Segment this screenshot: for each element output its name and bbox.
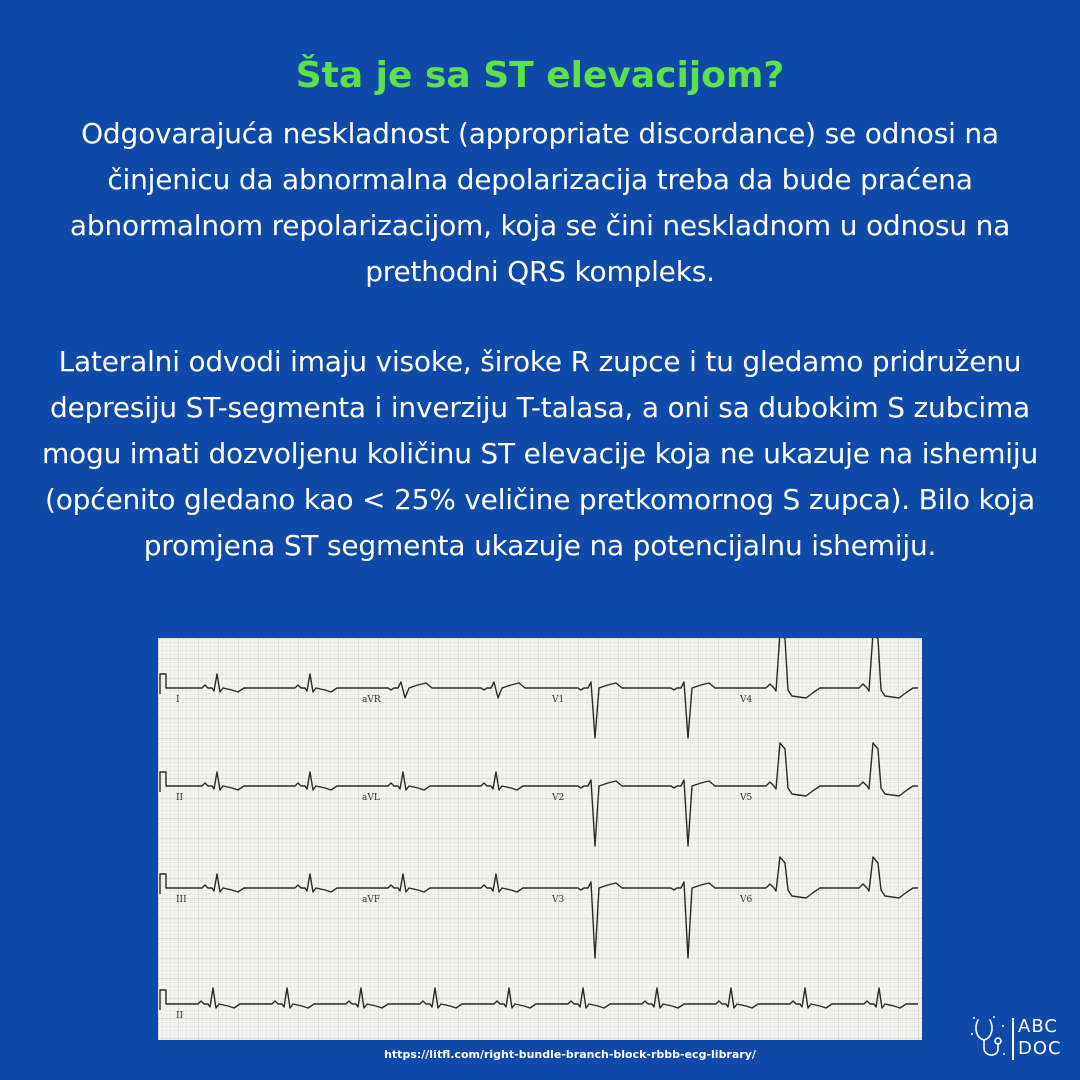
abcdoc-logo xyxy=(970,1014,1062,1064)
paragraph-discordance: Odgovarajuća neskladnost (appropriate discordance) se odnosi na činjenicu da abnormalna depolarizacija treba da bude praćena abnormalnom repolarizacijom, koja se čini neskladnom u odnosu na prethodni QRS kompleks. xyxy=(69,117,1011,288)
logo-line-1: ABC xyxy=(1018,1016,1058,1037)
logo-line-2: DOC xyxy=(1018,1038,1062,1059)
lead-label: aVL xyxy=(362,793,380,803)
lead-label: II xyxy=(176,1011,184,1021)
source-link[interactable]: https://litfl.com/right-bundle-branch-block-rbbb-ecg-library/ xyxy=(384,1048,756,1061)
lead-label: aVF xyxy=(362,895,381,905)
lead-label: V1 xyxy=(552,695,565,705)
logo-wordmark xyxy=(1018,1016,1062,1060)
lead-label: III xyxy=(176,895,187,905)
page-title: Šta je sa ST elevacijom? xyxy=(295,55,785,96)
ecg-tracing xyxy=(158,638,922,1040)
lead-label: aVR xyxy=(362,695,381,705)
stethoscope-icon xyxy=(970,1014,1010,1064)
lead-label: V2 xyxy=(552,793,565,803)
lead-label: V6 xyxy=(740,895,753,905)
lead-label: II xyxy=(176,793,184,803)
logo-divider xyxy=(1012,1018,1014,1060)
ecg-image xyxy=(158,638,922,1040)
paragraph-lateral-leads: Lateralni odvodi imaju visoke, široke R zupce i tu gledamo pridruženu depresiju ST-segmenta i inverziju T-talasa, a oni sa dubokim S zubcima mogu imati dozvoljenu količinu ST elevacije koja ne ukazuje na ishemiju (općenito gledano kao < 25% veličine pretkomornog S zupca). Bilo koja promjena ST segmenta ukazuje na potencijalnu ishemiju. xyxy=(41,345,1039,562)
lead-label: V4 xyxy=(740,695,753,705)
lead-label: I xyxy=(176,695,180,705)
lead-label: V3 xyxy=(552,895,565,905)
lead-label: V5 xyxy=(740,793,753,803)
